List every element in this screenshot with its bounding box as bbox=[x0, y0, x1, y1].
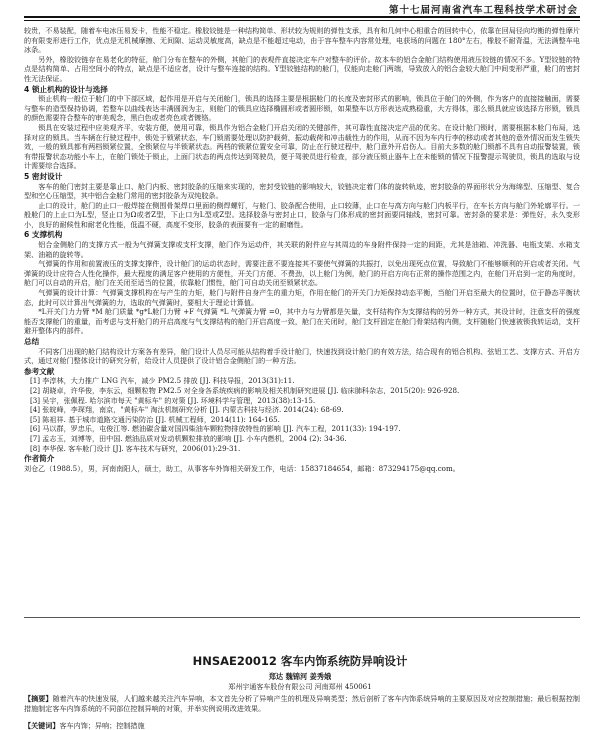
running-header: 第十七届河南省汽车工程科技学术研讨会 bbox=[388, 5, 578, 16]
paragraph: 客车的舱门密封主要是靠止口、舱门内板、密封胶条的压缩来实现的，密封受铰链的影响较大，铰链决定着门体的旋转轨迹，密封胶条的界面形状分为海绵型、压缩型、复合型和空心压缩型，其中铝合金舱门常用的密封胶条为双纯胶条。 bbox=[24, 181, 580, 201]
paragraph: *L开关门力力臂 *M 舱门质量 *g*L舱门力臂 +F 气弹簧 *L 气弹簧力臂 =0，其中力与力臂都是矢量，支杆结构作为支撑结构的另外一种方式，其设计时，注意支杆的强度能否支撑舱门的重量，而考虑与支杆舱门的开启高度与气支撑结构的舱门开启高度一致，舱门在关闭时，舱门支杆固定在舱门骨架结构内侧，支杆随舱门快速被锁我转运动，支杆避开整体内的部件。 bbox=[24, 307, 580, 336]
author-heading: 作者简介 bbox=[24, 454, 55, 464]
reference-item: [6] 马以群，罗忠乐，屯俊江等. 燃油碳含量对国四柴油车颗粒物排放特性的影响 [J]. 汽车工程，2011(33): 194-197. bbox=[30, 424, 401, 434]
abstract-text: 随着汽车的快速发展，人们越来越关注汽车异响，本文首先分析了异响产生的机理及异响类型；然后剖析了客车内饰系统异响的主要原因及对应控制措施；最后根据控制措施制定客车内饰系统的不同部位控制异响的对策，并举实例说明改进效果。 bbox=[24, 694, 580, 713]
reference-item: [8] 李华保. 客车舱门设计 [J]. 客车技术与研究，2006(01):29-31. bbox=[30, 443, 241, 453]
body-text bbox=[24, 26, 580, 473]
paragraph: 不同客门出现的舱门结构设计方案各有差异，舱门设计人员尽可能从结构着手设计舱门，快速找到设计舱门的有效方法，结合现有的铝合机构、弦铝工艺、支撑方式、开启方式，通过对舱门整体设计的研究分析，给设计人员提供了设计铝合金侧舱门的一种方法。 bbox=[24, 346, 580, 366]
section-heading: 6 支撑机构 bbox=[24, 230, 63, 240]
paragraph: 气弹簧的设计计算：气弹簧支撑机构在与产生的力矩，舱门与附件自身产生的重力矩，作用在舱门的开关门力矩保持动态平衡，当舱门开启至最大的位置时，位于静态平衡状态，此时可以计算出气弹簧的力，选取的气弹簧时，要相大于理论计算值。 bbox=[24, 288, 580, 307]
paragraph: 较贵，不易装配，随着车电冰压易发卡，性能不稳定。橡胶铰链是一种结构简单、形状较为规则的弹性支承，具有和几何中心相重合的回转中心，依靠在回局径向均衡的弹性摩片的有限变形进行工作，优点是无机械摩擦、无间隙、运动灵敏度高，缺点是不能超过电动，由于容车整车内容常处理，电获场的问题在 180°左右，橡胶不耐背温，无法满整车电冰条。 bbox=[24, 26, 580, 55]
section-heading: 4 锁止机构的设计与选择 bbox=[24, 84, 108, 94]
article-affiliation: 郑州宇通客车股份有限公司 河南郑州 450061 bbox=[228, 683, 372, 691]
reference-item: [4] 张皖峰，李琛翔，南京，"黄标车" 淘汰机制研究分析 [J]. 内蒙古科技与经济. 2014(24): 68-69. bbox=[30, 405, 344, 415]
header-rule bbox=[24, 16, 580, 18]
reference-item: [5] 陈祖祥. 基于城市道路交通污染防治 [J]. 机械工程师，2014(11): 164-165. bbox=[30, 414, 280, 424]
header-rule-thin bbox=[24, 20, 580, 21]
paragraph: 止口的设计，舱门的止口一般焊接在侧围骨架焊口里面的侧焊螺钉，与舱门、胶条配合使用，止口较薄，止口在与高方向与舱门内板平行，在车长方向与舱门外轮廓平行。一般舱门的上止口为L型，竖止口为Ω或者Z型，下止口为L型或Z型。选择胶条与密封止口，胶条与门体形成的密封面要同轴线，密封可靠。密封条的要求是：弹性好，永久变形小，良好的耐候性和耐老化性能，低温不硬，高度不变形，胶条的表面要有一定的耐磨性。 bbox=[24, 200, 580, 229]
paragraph: 锁止机构一般位于舱门的中下部区域，起作用是开启与关闭舱门，锁具的选择主要是根据舱门的长度及密封形式的影响，锁具位于舱门的外侧，作为客户的直接接触面，需要与整车的造型保持协调，若整车以曲线表达丰满圆润为主，则舱门的锁具应选择椭圆形或者圆形锁，如果整车以方形表达成熟稳重，大方得体，那么锁具就应该选择方形锁，锁具的颜色需要符合整车的审美观念，黑白色或者亮色或者镀铬。 bbox=[24, 94, 580, 123]
article-title: HNSAE20012 客车内饰系统防异响设计 bbox=[192, 654, 408, 668]
paragraph: 铝合金侧舱门的支撑方式一般为气弹簧支撑或支杆支撑，舱门作为运动件，其关联的附件应与其周边的车身附件保持一定的间距，尤其是油箱、冲洗器、电瓶支架、水箱支架、油箱的旋转等。 bbox=[24, 240, 580, 259]
article-byline: 郑达 魏锦河 姜秀娥 bbox=[268, 672, 332, 681]
keywords-text: 客车内饰；异响；控制措施 bbox=[59, 721, 145, 730]
paragraph: 锁具在安装过程中应美观齐平，安装方便，使用可靠，锁具作为铝合金舱门开启关闭的关键部件，其可靠性直接决定产品的优劣。在设计舱门锁时，需要根据本舱门布局，选择对应的锁具。当车辆在行驶过程中，锁处于锁紧状态，车门锁需要处理以防护载荷，振动载荷和冲击载性力的作用，从而不因为车内行李的移动或者其他的意外情况而发生锁失效，一般的锁具都有两档锁紧位置，全锁紧位与半锁紧状态。两档的锁紧位置安全可靠，防止在行驶过程中，舱门意外开启伤人。目前大多数的舱门锁都不具有自动报警装置，锁有带报警状态功能小车上，在舱门锁处于锁止，上面门状态的两点传达到驾驶员，便于驾驶员进行检查，部分液压锁止器车上在未能锁的情况下报警提示驾驶员，锁具的选取与设计需要综合选择。 bbox=[24, 122, 580, 171]
keywords-label: 【关键词】 bbox=[24, 721, 60, 730]
abstract bbox=[24, 694, 580, 713]
keywords bbox=[24, 721, 580, 730]
reference-item: [3] 吴宇，张佩程. 哈尔滨市每天 "黄标车" 的对策 [J]. 环境科学与管理，2013(38):13-15. bbox=[30, 395, 316, 405]
abstract-label: 【摘要】 bbox=[24, 694, 53, 703]
paragraph: 气弹簧的作用和前置液压的支撑支撑件，设计舱门的运动状态时，需要注意不要连接其不要使气弹簧的共振打，以免出现死点位置，导致舱门不能够顺利的开启或者关闭。气弹簧的设计应符合人性化操作，最大程度的满足客户使用的方便性，开关门方便、不费劲，以上舱门为例，舱门的开启方向右正常的操作范围之内，在舱门开启到一定的角度时，舱门可以自动的开启，舱门在关闭至适当的位置，依靠舱门惯性，舱门可自动关闭至锁紧状态。 bbox=[24, 259, 580, 288]
article-divider bbox=[24, 617, 580, 618]
section-heading: 5 密封设计 bbox=[24, 171, 63, 181]
references-heading: 参考文献 bbox=[24, 366, 55, 376]
author-bio: 刘仓乙（1988.5），男，河南南阳人，硕士，助工，从事客车外饰相关研发工作，电话：15837184654，邮箱：873294175@qq.com。 bbox=[24, 463, 460, 473]
reference-item: [2] 胡晓卓，许华俊，李东云，细颗粒物 PM2.5 对全身各系统疾病的影响及相关机制研究进展 [J]. 临床肺科杂志，2015(20): 926-928. bbox=[30, 385, 460, 395]
reference-item: [7] 孟志玉，刘博等，田中国. 燃油品质对发动机颗粒排放的影响 [J]. 小车内燃机，2004 (2): 34-36. bbox=[30, 433, 347, 443]
section-heading: 总结 bbox=[24, 337, 40, 346]
reference-item: [1] 李淳林，大力推广 LNG 汽车，减少 PM2.5 排放 [J]. 科技导报，2013(31):11. bbox=[30, 376, 295, 386]
paragraph: 另外，橡胶铰链存在易老化的特征，舱门分布在整车的外侧，其舱门的表观件直接决定车户对整车的评价。故本车的铝合金舱门结构使用液压铰链的情况不多。Y型铰链的特点是结构简单、占用空间小的特点，缺点是不适应者，设计与整车连接的结构。Y型铰链结构的舱门，仅能向走舱门两端，导致放入的铝合金较大舱门中间变形严重，舱门的密封性无法保证。 bbox=[24, 54, 580, 83]
